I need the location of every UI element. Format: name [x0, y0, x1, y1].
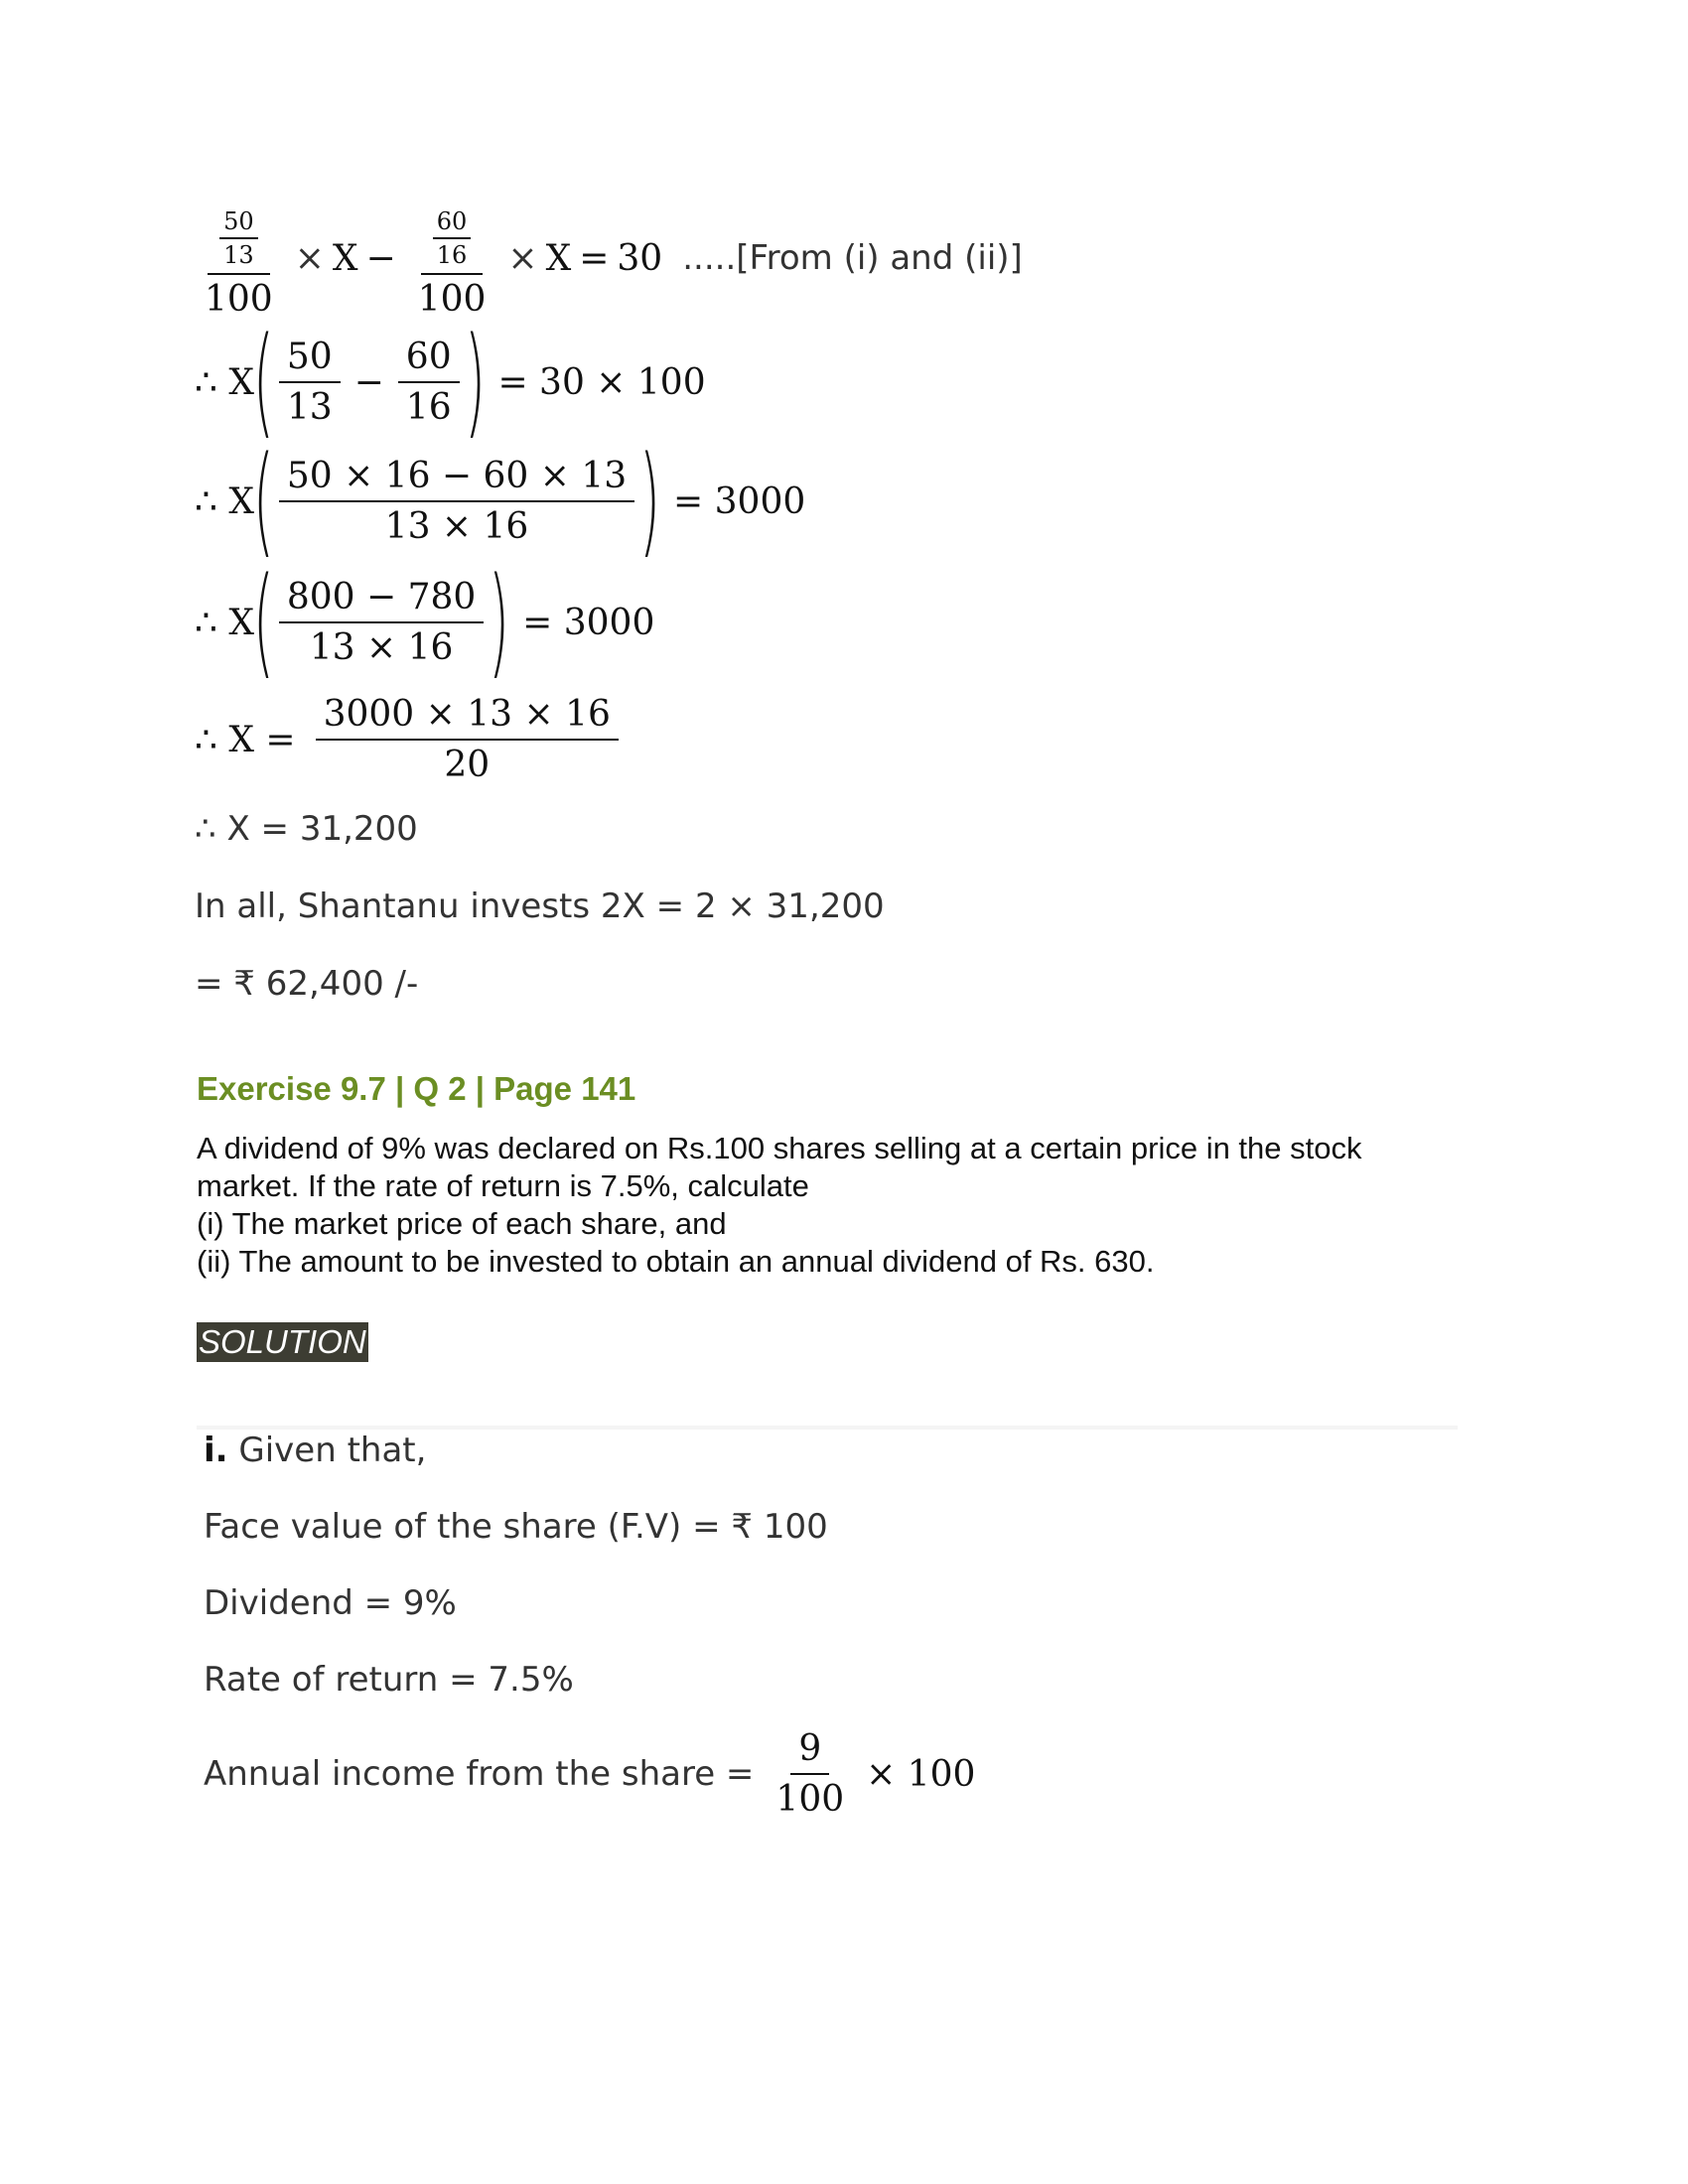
- fraction: $\frac{50 \times 16 - 60 \times 13}{13 \times 16}$: [279, 456, 634, 547]
- compound-fraction-2: $\frac{\frac{60}{16}}{100}$: [410, 198, 494, 320]
- equation-line-2: ∴ X ( $\frac{50}{13}$ − $\frac{60}{16}$ ) = 30 × 100: [195, 313, 706, 451]
- fraction: $\frac{3000 \times 13 \times 16}{20}$: [316, 694, 619, 785]
- dividend-line: Dividend = 9%: [204, 1583, 457, 1623]
- compound-fraction-1: $\frac{\frac{50}{13}}{100}$: [197, 198, 281, 320]
- fraction: $\frac{800 - 780}{13 \times 16}$: [279, 577, 484, 668]
- solution-badge: SOLUTION: [199, 1323, 366, 1360]
- equation-line-3: ∴ X ( $\frac{50 \times 16 - 60 \times 13}{13 \times 16}$ ) = 3000: [195, 432, 806, 570]
- reference-note: .....[From (i) and (ii)]: [682, 238, 1023, 278]
- equation-line-5: ∴ X = $\frac{3000 \times 13 \times 16}{20}$: [195, 685, 625, 794]
- left-paren: (: [252, 432, 274, 570]
- fraction: $\frac{9}{100}$: [775, 1728, 845, 1820]
- equation-line-1: $\frac{\frac{50}{13}}{100}$ × X − $\frac{\frac{60}{16}}{100}$ × X = 30 .....[From (i) and (ii)]: [197, 199, 1023, 318]
- equation-line-4: ∴ X ( $\frac{800 - 780}{13 \times 16}$ ) = 3000: [195, 553, 655, 691]
- face-value-line: Face value of the share (F.V) = ₹ 100: [204, 1507, 828, 1547]
- total-amount: = ₹ 62,400 /-: [195, 964, 419, 1004]
- rate-of-return-line: Rate of return = 7.5%: [204, 1660, 574, 1700]
- exercise-heading: Exercise 9.7 | Q 2 | Page 141: [197, 1070, 636, 1107]
- right-paren: ): [489, 553, 510, 691]
- total-investment: In all, Shantanu invests 2X = 2 × 31,200: [195, 887, 885, 926]
- fraction: $\frac{50}{13}$: [279, 337, 341, 428]
- divider: [197, 1426, 1458, 1430]
- right-paren: ): [464, 313, 486, 451]
- left-paren: (: [252, 313, 274, 451]
- result-x: ∴ X = 31,200: [195, 809, 418, 849]
- question-text: A dividend of 9% was declared on Rs.100 shares selling at a certain price in the stock market. If the rate of return is 7.5%, calculate (i) The market price of each share, and (ii) The amount to be invested to obtain an annual dividend of Rs. 630.: [197, 1131, 1362, 1279]
- left-paren: (: [252, 553, 274, 691]
- fraction: $\frac{60}{16}$: [398, 337, 460, 428]
- right-paren: ): [639, 432, 661, 570]
- given-line: i. Given that,: [204, 1431, 427, 1470]
- annual-income-line: Annual income from the share = $\frac{9}{100}$ × 100: [204, 1728, 976, 1820]
